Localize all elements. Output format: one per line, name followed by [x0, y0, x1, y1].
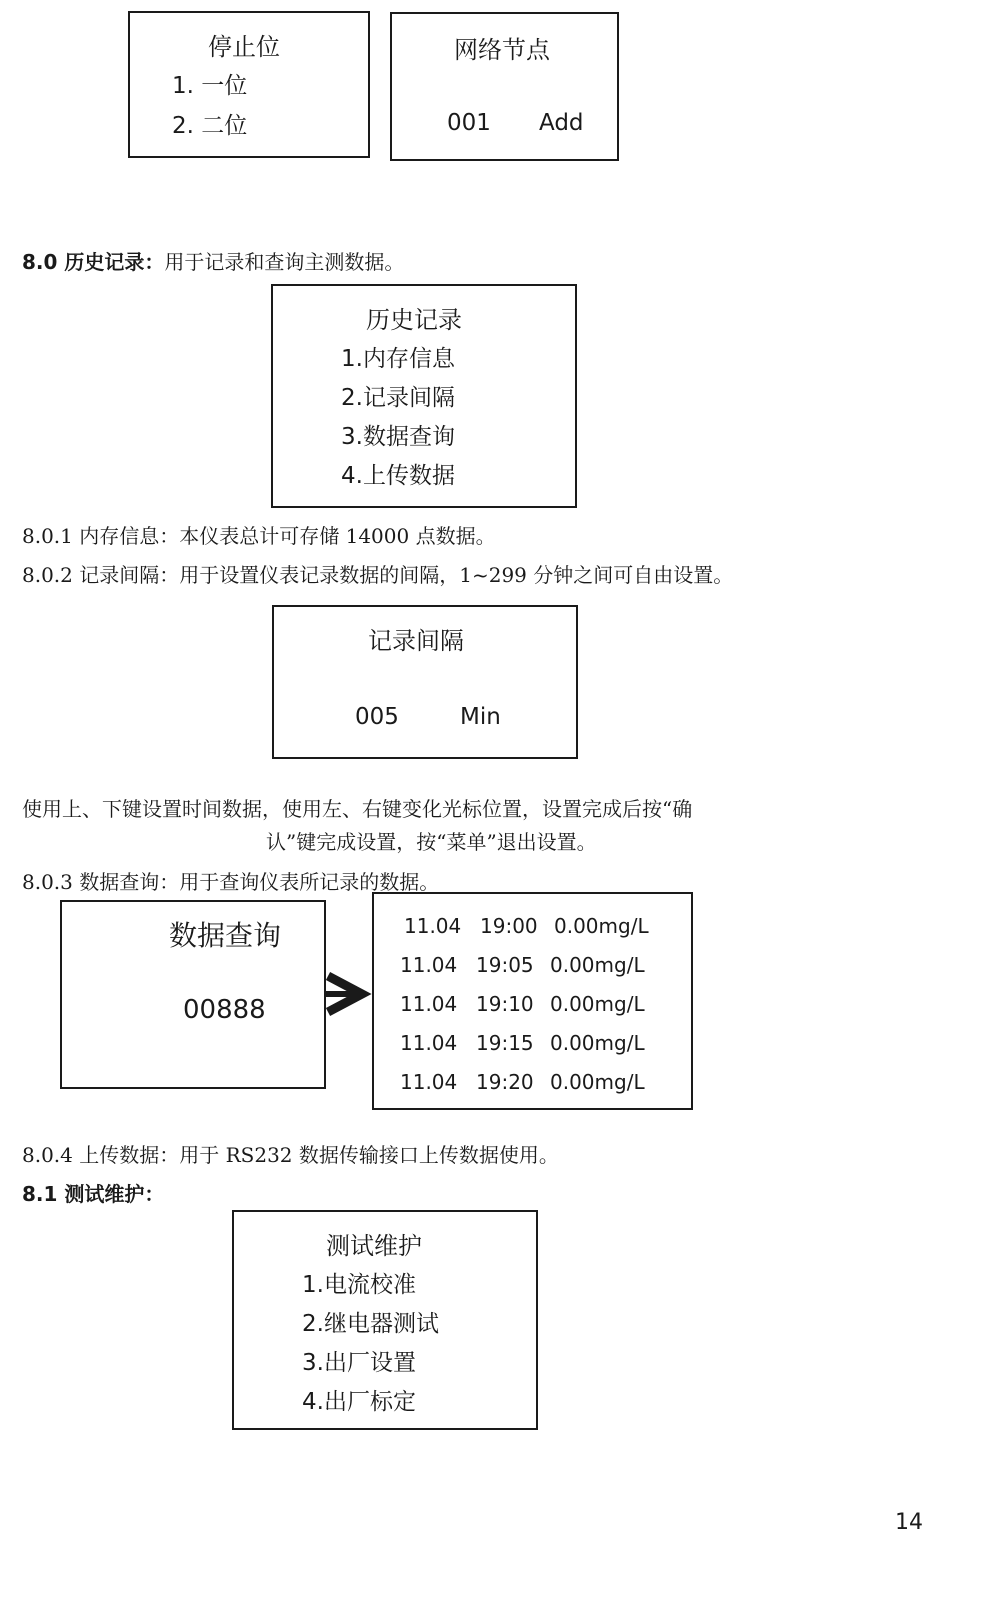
- query-value: 00888: [183, 995, 266, 1025]
- record-time: 19:00: [480, 914, 538, 938]
- query-title: 数据查询: [169, 919, 282, 952]
- para-8-0-3: 8.0.3 数据查询：用于查询仪表所记录的数据。: [22, 870, 440, 894]
- section-8-0-heading: 8.0 历史记录：: [22, 250, 165, 274]
- history-menu-title: 历史记录: [366, 306, 462, 334]
- stopbit-option-1: 1. 一位: [172, 73, 248, 99]
- section-8-1-heading: 8.1 测试维护：: [22, 1182, 165, 1206]
- history-menu-screen: [271, 284, 577, 508]
- maintenance-menu-item-2: 2.继电器测试: [302, 1311, 439, 1337]
- network-node-screen: [390, 12, 619, 161]
- para-8-0-2: 8.0.2 记录间隔：用于设置仪表记录数据的间隔，1~299 分钟之间可自由设置。: [22, 563, 734, 587]
- record-time: 19:05: [476, 953, 534, 977]
- para-8-0-4: 8.0.4 上传数据：用于 RS232 数据传输接口上传数据使用。: [22, 1143, 559, 1167]
- maintenance-menu-item-1: 1.电流校准: [302, 1272, 416, 1298]
- query-screen: [60, 900, 326, 1089]
- page-number: 14: [895, 1510, 923, 1535]
- section-8-0: [22, 246, 404, 275]
- record-value: 0.00mg/L: [550, 1031, 645, 1055]
- record-row: [404, 914, 649, 938]
- maintenance-menu-item-3: 3.出厂设置: [302, 1350, 416, 1376]
- maintenance-menu-title: 测试维护: [326, 1232, 422, 1260]
- network-node-title: 网络节点: [454, 36, 550, 64]
- section-8-0-text: 用于记录和查询主测数据。: [164, 250, 405, 274]
- records-screen: [372, 892, 693, 1110]
- record-value: 0.00mg/L: [554, 914, 649, 938]
- history-menu-item-3: 3.数据查询: [341, 424, 455, 450]
- arrow-right-icon: [322, 970, 374, 1018]
- record-value: 0.00mg/L: [550, 992, 645, 1016]
- instruction-line-2: 认”键完成设置，按“菜单”退出设置。: [266, 830, 597, 854]
- section-8-1: [22, 1178, 164, 1207]
- record-value: 0.00mg/L: [550, 953, 645, 977]
- maintenance-menu-screen: [232, 1210, 538, 1430]
- maintenance-menu-item-4: 4.出厂标定: [302, 1389, 416, 1415]
- para-8-0-1: 8.0.1 内存信息：本仪表总计可存储 14000 点数据。: [22, 524, 496, 548]
- record-time: 19:15: [476, 1031, 534, 1055]
- interval-title: 记录间隔: [368, 627, 464, 655]
- record-row: [400, 992, 645, 1016]
- record-row: [400, 1031, 645, 1055]
- interval-value: 005: [355, 704, 399, 730]
- history-menu-item-4: 4.上传数据: [341, 463, 455, 489]
- record-date: 11.04: [400, 992, 458, 1016]
- record-date: 11.04: [400, 1070, 458, 1094]
- network-node-value: 001: [447, 110, 491, 136]
- record-date: 11.04: [400, 953, 458, 977]
- record-row: [400, 953, 645, 977]
- interval-unit: Min: [460, 704, 501, 730]
- history-menu-item-1: 1.内存信息: [341, 346, 455, 372]
- stopbit-option-2: 2. 二位: [172, 113, 248, 139]
- stopbit-screen: [128, 11, 370, 158]
- record-time: 19:10: [476, 992, 534, 1016]
- record-row: [400, 1070, 645, 1094]
- record-date: 11.04: [400, 1031, 458, 1055]
- stopbit-title: 停止位: [208, 33, 280, 61]
- record-date: 11.04: [404, 914, 462, 938]
- record-value: 0.00mg/L: [550, 1070, 645, 1094]
- interval-screen: [272, 605, 578, 759]
- history-menu-item-2: 2.记录间隔: [341, 385, 455, 411]
- network-node-unit: Add: [539, 110, 584, 136]
- instruction-line-1: 使用上、下键设置时间数据，使用左、右键变化光标位置，设置完成后按“确: [22, 797, 693, 821]
- record-time: 19:20: [476, 1070, 534, 1094]
